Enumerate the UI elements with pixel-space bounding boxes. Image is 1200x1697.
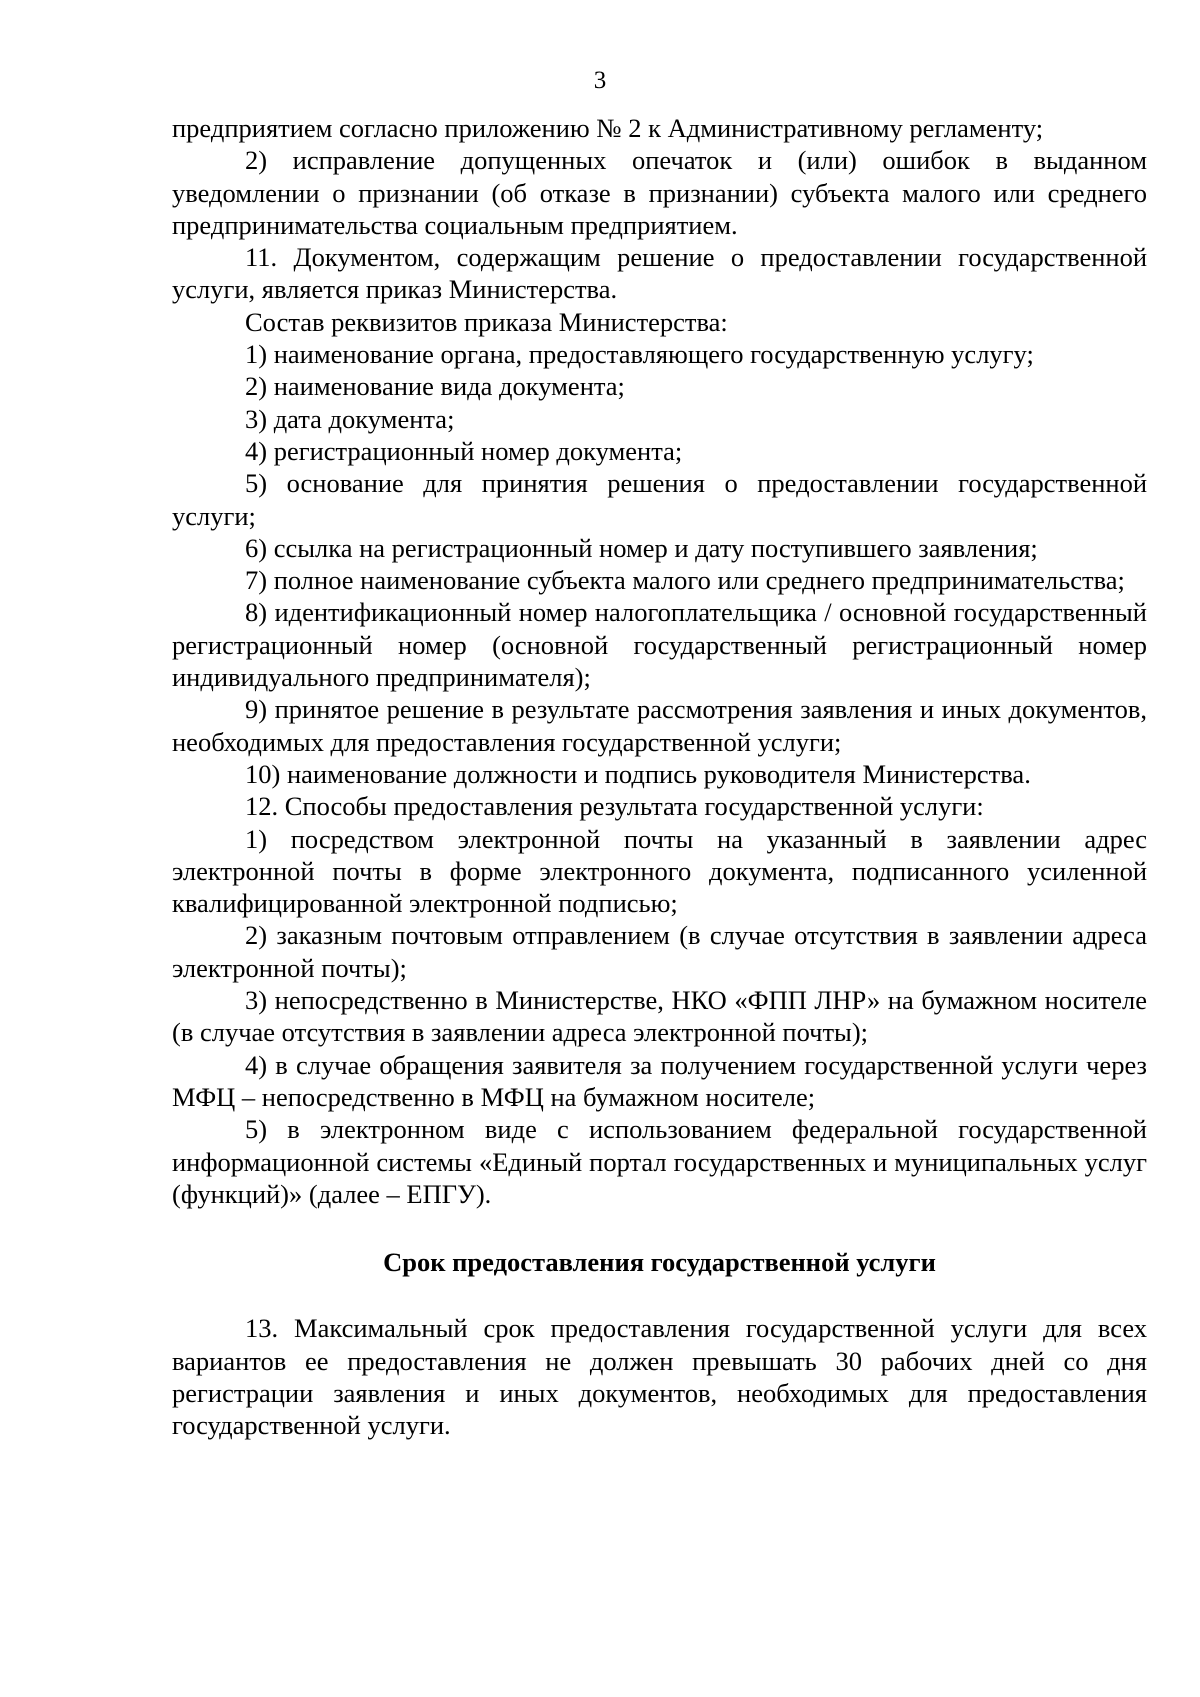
paragraph: 12. Способы предоставления результата государственной услуги: — [245, 791, 984, 822]
paragraph: 9) принятое решение в результате рассмотрения заявления и иных документов, необходимых для предоставления государственной услуги; — [172, 694, 1147, 757]
section-heading: Срок предоставления государственной услуги — [383, 1247, 936, 1278]
paragraph: 11. Документом, содержащим решение о предоставлении государственной услуги, является приказ Министерства. — [172, 242, 1147, 305]
paragraph: 4) регистрационный номер документа; — [245, 435, 683, 466]
paragraph: 1) наименование органа, предоставляющего государственную услугу; — [245, 339, 1034, 370]
paragraph: 3) непосредственно в Министерстве, НКО «ФПП ЛНР» на бумажном носителе (в случае отсутствия в заявлении адреса электронной почты); — [172, 985, 1147, 1048]
paragraph: 5) основание для принятия решения о предоставлении государственной услуги; — [172, 468, 1147, 531]
paragraph: 3) дата документа; — [245, 403, 455, 434]
paragraph: 1) посредством электронной почты на указанный в заявлении адрес электронной почты в форме электронного документа, подписанного усиленной квалифицированной электронной подписью; — [172, 823, 1147, 919]
document-body — [172, 112, 1147, 1442]
paragraph: 5) в электронном виде с использованием федеральной государственной информационной системы «Единый портал государственных и муниципальных услуг (функций)» (далее – ЕПГУ). — [172, 1114, 1147, 1209]
paragraph: 13. Максимальный срок предоставления государственной услуги для всех вариантов ее предоставления не должен превышать 30 рабочих дней со дня регистрации заявления и иных документов, необходимых для предоставления государственной услуги. — [172, 1313, 1147, 1441]
paragraph: Состав реквизитов приказа Министерства: — [245, 306, 728, 337]
paragraph: 10) наименование должности и подпись руководителя Министерства. — [245, 758, 1031, 789]
paragraph: 2) наименование вида документа; — [245, 371, 625, 402]
paragraph: предприятием согласно приложению № 2 к Административному регламенту; — [172, 113, 1044, 143]
paragraphs-bottom — [172, 1312, 1147, 1441]
page-number: 3 — [593, 67, 607, 94]
paragraph: 2) заказным почтовым отправлением (в случае отсутствия в заявлении адреса электронной почты); — [172, 920, 1147, 983]
paragraph: 4) в случае обращения заявителя за получением государственной услуги через МФЦ – непосредственно в МФЦ на бумажном носителе; — [172, 1049, 1147, 1112]
paragraph: 2) исправление допущенных опечаток и (или) ошибок в выданном уведомлении о признании (об отказе в признании) субъекта малого или среднего предпринимательства социальным предприятием. — [172, 145, 1147, 240]
paragraph: 8) идентификационный номер налогоплательщика / основной государственный регистрационный номер (основной государственный регистрационный номер индивидуального предпринимателя); — [172, 597, 1147, 693]
paragraph: 6) ссылка на регистрационный номер и дату поступившего заявления; — [245, 532, 1038, 563]
paragraph: 7) полное наименование субъекта малого или среднего предпринимательства; — [245, 565, 1125, 596]
paragraphs-top — [172, 112, 1147, 1210]
